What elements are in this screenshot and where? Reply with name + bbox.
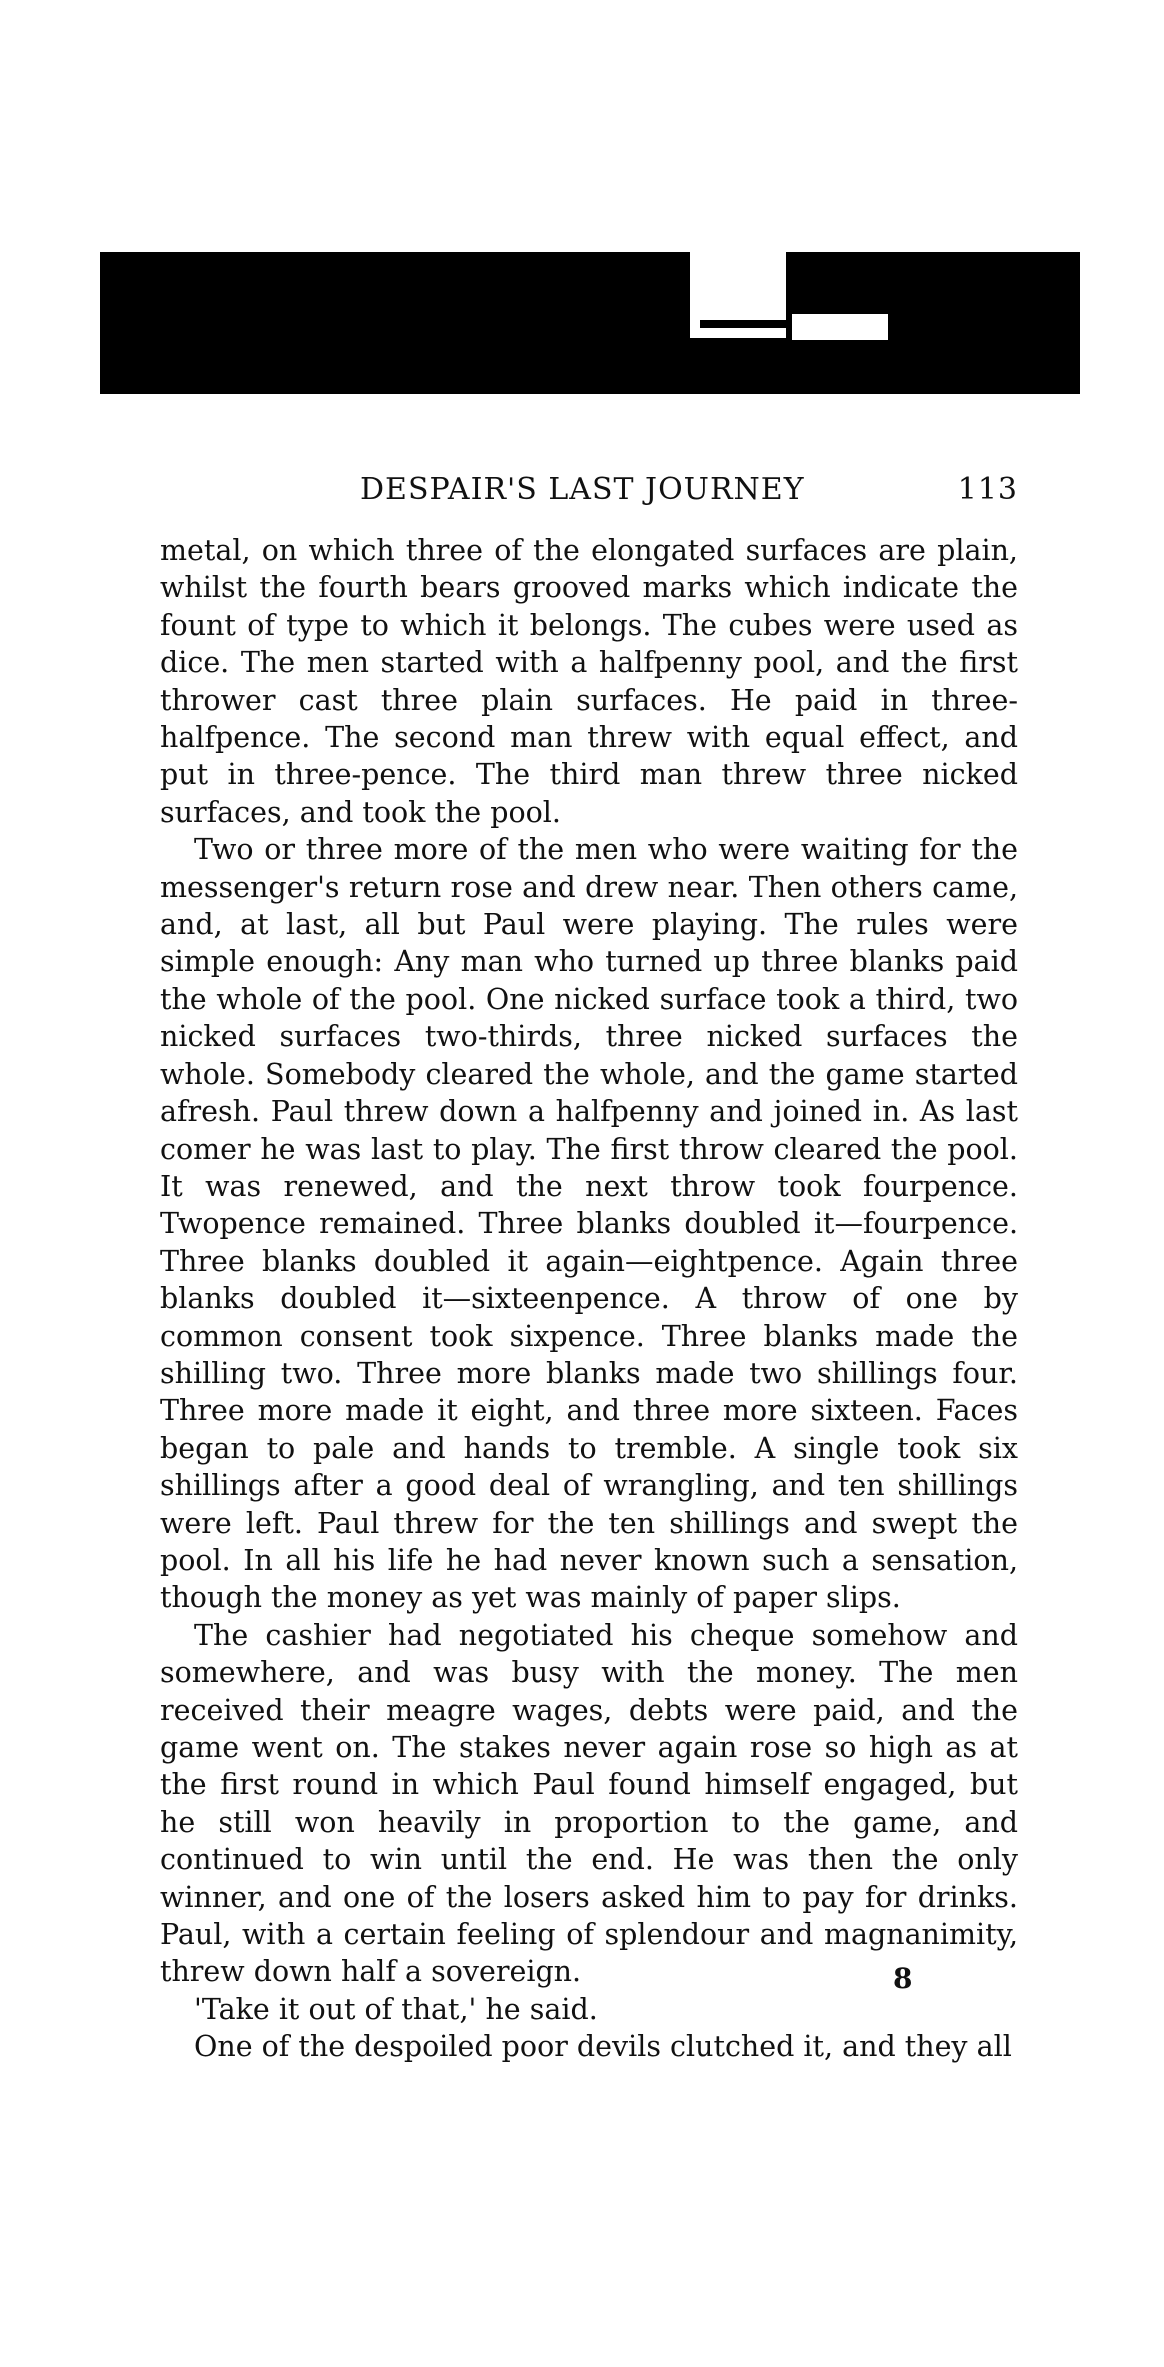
scan-artifact-highlight bbox=[792, 314, 888, 340]
body-text bbox=[160, 532, 1018, 2066]
running-title: DESPAIR'S LAST JOURNEY bbox=[360, 472, 805, 507]
paragraph-4: 'Take it out of that,' he said. bbox=[194, 1992, 598, 2026]
paragraph-1: metal, on which three of the elongated surfaces are plain, whilst the fourth bears grooved marks which indicate the fount of type to which it belongs. The cubes were used as dice. The men started with a halfpenny pool, and the first thrower cast three plain surfaces. He paid in three-halfpence. The second man threw with equal effect, and put in three-pence. The third man threw three nicked surfaces, and took the pool. bbox=[160, 534, 1018, 829]
paragraph-5: One of the despoiled poor devils clutched it, and they all bbox=[194, 2030, 1012, 2064]
running-head bbox=[160, 472, 1018, 512]
paragraph-2: Two or three more of the men who were waiting for the messenger's return rose and drew near. Then others came, and, at last, all but Paul were playing. The rules were simple enough: Any man who turned up three blanks paid the whole of the pool. One nicked surface took a third, two nicked surfaces two-thirds, three nicked surfaces the whole. Somebody cleared the whole, and the game started afresh. Paul threw down a halfpenny and joined in. As last comer he was last to play. The first throw cleared the pool. It was renewed, and the next throw took fourpence. Twopence remained. Three blanks doubled it—fourpence. Three blanks doubled it again—eightpence. Again three blanks doubled it—sixteenpence. A throw of one by common consent took sixpence. Three blanks made the shilling two. Three more blanks made two shillings four. Three more made it eight, and three more sixteen. Faces began to pale and hands to tremble. A single took six shillings after a good deal of wrangling, and ten shillings were left. Paul threw for the ten shillings and swept the pool. In all his life he had never known such a sensation, though the money as yet was mainly of paper slips. bbox=[160, 833, 1018, 1615]
scan-artifact-notch-line bbox=[700, 320, 786, 328]
scan-artifact-bar bbox=[100, 252, 1080, 394]
page-number: 113 bbox=[957, 472, 1018, 507]
signature-mark: 8 bbox=[893, 1962, 913, 1995]
paragraph-3: The cashier had negotiated his cheque somehow and somewhere, and was busy with the money. The men received their meagre wages, debts were paid, and the game went on. The stakes never again rose so high as at the first round in which Paul found himself engaged, but he still won heavily in proportion to the game, and continued to win until the end. He was then the only winner, and one of the losers asked him to pay for drinks. Paul, with a certain feeling of splendour and magnanimity, threw down half a sovereign. bbox=[160, 1618, 1018, 1989]
